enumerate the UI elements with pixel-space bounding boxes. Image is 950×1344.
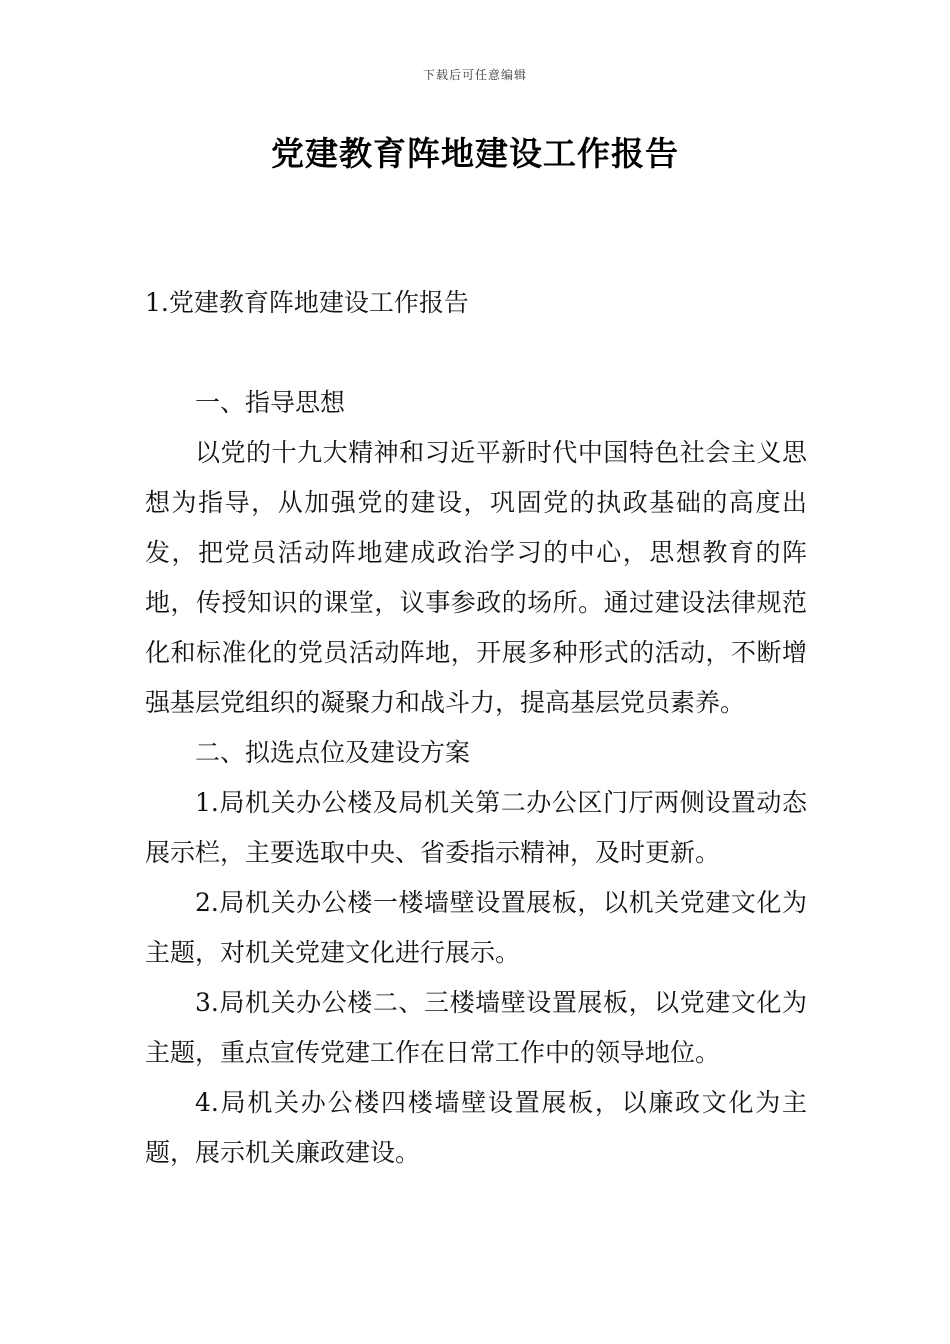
document-subheading: 1.党建教育阵地建设工作报告 xyxy=(145,288,469,317)
section-heading: 二、拟选点位及建设方案 xyxy=(195,738,471,767)
paragraph: 1.局机关办公楼及局机关第二办公区门厅两侧设置动态展示栏，主要选取中央、省委指示精神，及时更新。 xyxy=(145,788,807,867)
paragraph: 3.局机关办公楼二、三楼墙壁设置展板，以党建文化为主题，重点宣传党建工作在日常工作中的领导地位。 xyxy=(145,988,807,1067)
paragraph: 4.局机关办公楼四楼墙壁设置展板，以廉政文化为主题，展示机关廉政建设。 xyxy=(145,1088,807,1167)
section-heading: 一、指导思想 xyxy=(195,388,346,417)
header-note: 下载后可任意编辑 xyxy=(422,68,527,82)
paragraph: 以党的十九大精神和习近平新时代中国特色社会主义思想为指导，从加强党的建设，巩固党的执政基础的高度出发，把党员活动阵地建成政治学习的中心，思想教育的阵地，传授知识的课堂，议事参政的场所。通过建设法律规范化和标准化的党员活动阵地，开展多种形式的活动，不断增强基层党组织的凝聚力和战斗力，提高基层党员素养。 xyxy=(145,438,807,717)
paragraph: 2.局机关办公楼一楼墙壁设置展板，以机关党建文化为主题，对机关党建文化进行展示。 xyxy=(145,888,807,967)
document-body xyxy=(145,278,807,1178)
document-title: 党建教育阵地建设工作报告 xyxy=(271,134,679,173)
